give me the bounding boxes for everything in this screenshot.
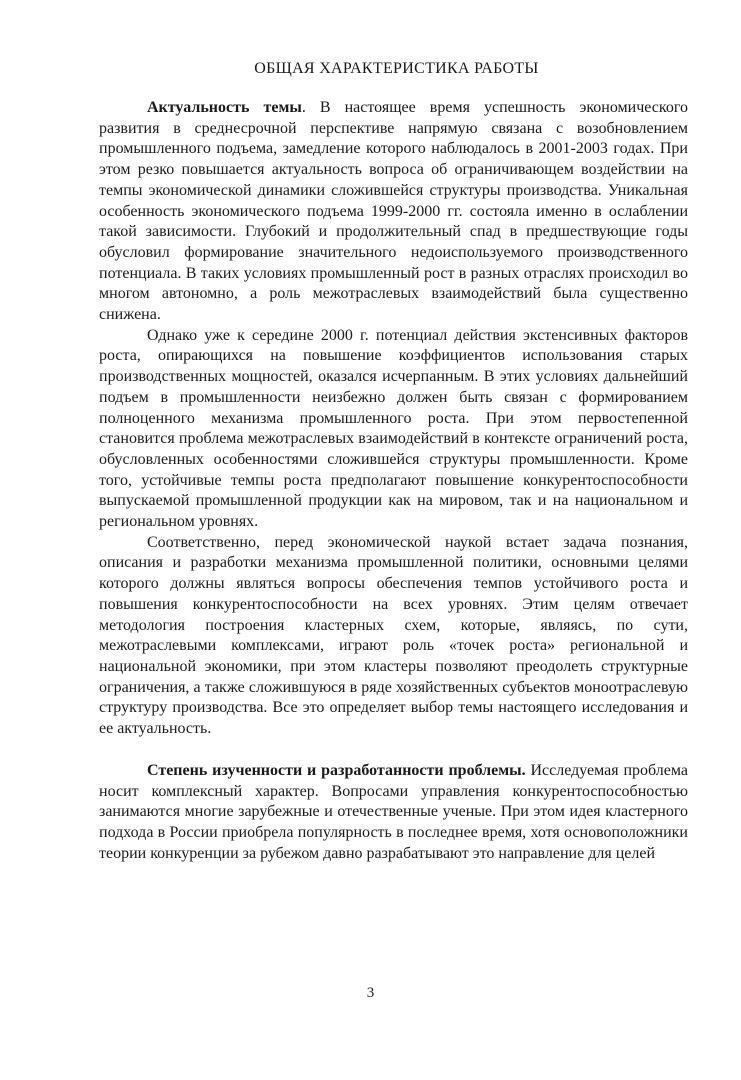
paragraph-text-problem-study: Исследуемая проблема носит комплексный характер. Вопросами управления конкурентоспособностью занимаются многие зарубежные и отечественные ученые. При этом идея кластерного подхода в России приобрела популярность в последнее время, хотя основоположники теории конкуренции за рубежом давно разрабатывают это направление для целей	[99, 761, 688, 862]
paragraph-text-relevance: . В настоящее время успешность экономического развития в среднесрочной перспективе напрямую связана с возобновлением промышленного подъема, замедление которого наблюдалось в 2001-2003 годах. При этом резко повышается актуальность вопроса об ограничивающем воздействии на темпы экономической динамики сложившейся структуры производства. Уникальная особенность экономического подъема 1999-2000 гг. состояла именно в ослаблении такой зависимости. Глубокий и продолжительный спад в предшествующие годы обусловил формирование значительного недоиспользуемого производственного потенциала. В таких условиях промышленный рост в разных отраслях происходил во многом автономно, а роль межотраслевых взаимодействий была существенно снижена.	[99, 99, 689, 324]
paragraph-cluster-methodology	[99, 533, 688, 740]
paragraph-problem-study	[99, 761, 688, 865]
paragraph-relevance	[99, 98, 688, 326]
paragraph-heading-problem-study: Степень изученности и разработанности проблемы.	[147, 761, 526, 779]
page-title: ОБЩАЯ ХАРАКТЕРИСТИКА РАБОТЫ	[254, 60, 539, 77]
paragraph-text-growth-factors: Однако уже к середине 2000 г. потенциал действия экстенсивных факторов роста, опирающихся на повышение коэффициентов использования старых производственных мощностей, оказался исчерпанным. В этих условиях дальнейший подъем в промышленности неизбежно должен быть связан с формированием полноценного механизма промышленного роста. При этом первостепенной становится проблема межотраслевых взаимодействий в контексте ограничений роста, обусловленных особенностями сложившейся структуры промышленности. Кроме того, устойчивые темпы роста предполагают повышение конкурентоспособности выпускаемой промышленной продукции как на мировом, так и на национальном и региональном уровнях.	[99, 326, 688, 531]
document-page	[99, 58, 688, 864]
page-number: 3	[366, 985, 375, 1001]
paragraph-growth-factors	[99, 326, 688, 533]
paragraph-text-cluster-methodology: Соответственно, перед экономической наукой встает задача познания, описания и разработки механизма промышленной политики, основными целями которого должны являться вопросы обеспечения темпов устойчивого роста и повышения конкурентоспособности на всех уровнях. Этим целям отвечает методология построения кластерных схем, которые, являясь, по сути, межотраслевыми комплексами, играют роль «точек роста» региональной и национальной экономики, при этом кластеры позволяют преодолеть структурные ограничения, а также сложившуюся в ряде хозяйственных субъектов моноотраслевую структуру производства. Все это определяет выбор темы настоящего исследования и ее актуальность.	[99, 533, 688, 738]
paragraph-heading-relevance: Актуальность темы	[147, 99, 302, 116]
section-gap	[99, 740, 688, 761]
